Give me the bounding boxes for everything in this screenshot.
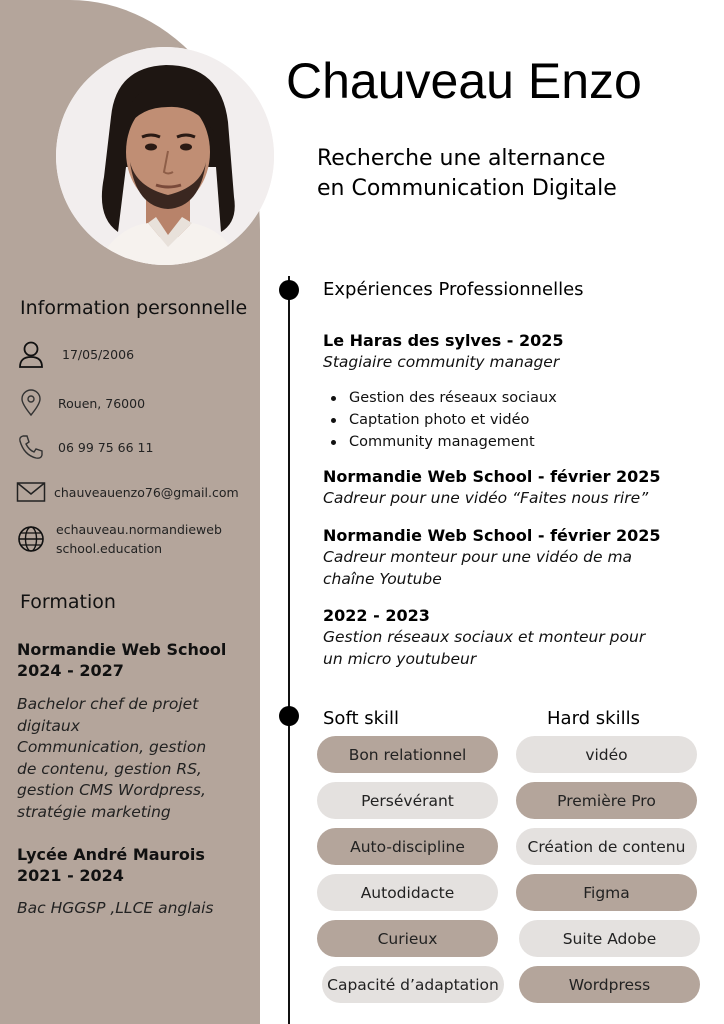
info-section-title: Information personnelle: [20, 297, 248, 319]
mail-icon: [16, 477, 46, 507]
hard-skill-pill: Première Pro: [516, 782, 697, 819]
soft-skill-pill: Capacité d’adaptation: [322, 966, 504, 1003]
website-line: school.education: [56, 541, 163, 556]
birthdate-text: 17/05/2006: [62, 346, 135, 362]
role-line: Cadreur pour une vidéo “Faites nous rire”: [323, 489, 649, 507]
role-line: Gestion réseaux sociaux et monteur pour: [323, 628, 646, 646]
objective-line: Recherche une alternance: [317, 146, 606, 171]
task-item: Gestion des réseaux sociaux: [330, 387, 557, 409]
experience-role: [323, 487, 673, 509]
description-line: digitaux: [17, 716, 80, 735]
school-years: 2024 - 2027: [17, 661, 124, 680]
school-name: Normandie Web School: [17, 640, 227, 659]
description-line: Bachelor chef de projet: [17, 695, 199, 713]
school-years: 2021 - 2024: [17, 866, 124, 885]
soft-skill-pill: Bon relationnel: [317, 736, 498, 773]
formation-description: [17, 694, 232, 823]
website-text: [56, 520, 222, 558]
phone-row: [16, 432, 153, 462]
soft-skills-title: Soft skill: [323, 708, 400, 729]
website-line: echauveau.normandieweb: [56, 522, 222, 537]
description-line: stratégie marketing: [17, 802, 171, 821]
experience-role: [323, 626, 673, 670]
task-item: Community management: [330, 431, 557, 453]
soft-skill-pill: Persévérant: [317, 782, 498, 819]
formation-school: [17, 639, 226, 681]
formation-description: [17, 898, 232, 920]
task-item: Captation photo et vidéo: [330, 409, 557, 431]
school-name: Lycée André Maurois: [17, 845, 205, 864]
hard-skill-pill: Wordpress: [519, 966, 700, 1003]
experience-title: Normandie Web School - février 2025: [323, 467, 661, 486]
description-line: de contenu, gestion RS,: [17, 759, 202, 778]
profile-photo: [56, 47, 274, 265]
soft-skill-pill: Auto-discipline: [317, 828, 498, 865]
experience-tasks: [330, 387, 557, 453]
hard-skill-pill: vidéo: [516, 736, 697, 773]
experience-role: [323, 351, 673, 373]
hard-skill-pill: Suite Adobe: [519, 920, 700, 957]
birthdate-row: [16, 339, 134, 369]
soft-skill-pill: Curieux: [317, 920, 498, 957]
email-row: [16, 477, 239, 507]
globe-icon: [16, 524, 46, 554]
experience-role: [323, 546, 673, 590]
website-row: [16, 520, 222, 558]
experience-title: 2022 - 2023: [323, 606, 430, 625]
candidate-name: Chauveau Enzo: [286, 53, 642, 109]
role-line: Stagiaire community manager: [323, 353, 560, 371]
job-objective: [317, 144, 697, 204]
role-line: Cadreur monteur pour une vidéo de ma: [323, 548, 633, 566]
formation-section-title: Formation: [20, 591, 116, 613]
description-line: Communication, gestion: [17, 738, 207, 756]
phone-text: 06 99 75 66 11: [58, 439, 154, 455]
objective-line: en Communication Digitale: [317, 176, 617, 201]
description-line: Bac HGGSP ,LLCE anglais: [17, 899, 214, 917]
timeline-dot: [279, 280, 299, 300]
hard-skill-pill: Création de contenu: [516, 828, 697, 865]
experience-section-title: Expériences Professionnelles: [323, 279, 584, 300]
formation-school: [17, 844, 205, 886]
experience-title: Le Haras des sylves - 2025: [323, 331, 564, 350]
soft-skill-pill: Autodidacte: [317, 874, 498, 911]
hard-skills-title: Hard skills: [547, 708, 640, 729]
location-row: [16, 388, 145, 418]
description-line: gestion CMS Wordpress,: [17, 781, 206, 799]
role-line: chaîne Youtube: [323, 570, 442, 588]
location-pin-icon: [16, 388, 46, 418]
timeline-dot: [279, 706, 299, 726]
email-text: chauveauenzo76@gmail.com: [54, 484, 239, 500]
role-line: un micro youtubeur: [323, 650, 477, 668]
location-text: Rouen, 76000: [58, 395, 146, 411]
phone-icon: [16, 432, 46, 462]
hard-skill-pill: Figma: [516, 874, 697, 911]
experience-title: Normandie Web School - février 2025: [323, 526, 661, 545]
timeline-line: [288, 276, 290, 1024]
user-icon: [16, 339, 46, 369]
